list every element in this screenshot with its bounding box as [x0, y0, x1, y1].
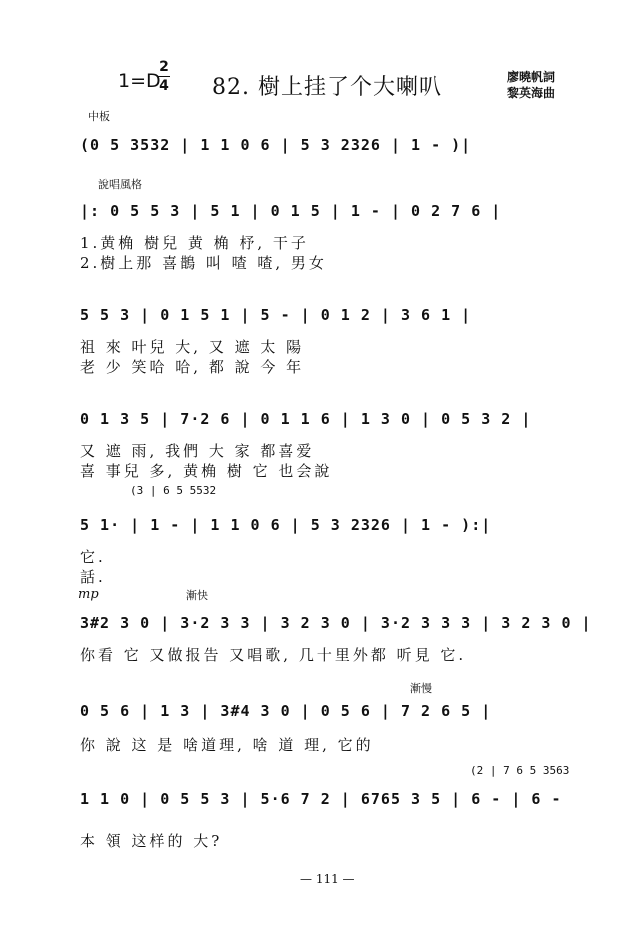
lyricist-credit: 廖曉帆詞	[507, 70, 556, 84]
rit-marking: 漸慢	[410, 682, 432, 695]
notation-line-5: 5 1· | 1 - | 1 1 0 6 | 5 3 2326 | 1 - ):|	[80, 516, 492, 534]
page-number: — 111 —	[300, 872, 355, 886]
lyric-line-7: 你 說 这 是 啥道理, 啥 道 理, 它的	[80, 736, 374, 754]
notation-line-3: 5 5 3 | 0 1 5 1 | 5 - | 0 1 2 | 3 6 1 |	[80, 306, 472, 324]
notation-line-2: |: 0 5 5 3 | 5 1 | 0 1 5 | 1 - | 0 2 7 6 |	[80, 202, 502, 220]
key-signature: 1=D	[118, 70, 161, 92]
lyric-line-3b: 老 少 笑哈 哈, 都 說 今 年	[80, 358, 305, 376]
tempo-marking: 中板	[88, 110, 110, 123]
pickup-notes-8: (2 | 7 6 5 3563	[470, 764, 570, 777]
lyric-line-3a: 祖 來 叶兒 大, 又 遮 太 陽	[80, 338, 305, 356]
lyric-line-4b: 喜 事兒 多, 黄桷 樹 它 也会說	[80, 462, 333, 480]
dynamic-marking: mp	[78, 587, 99, 602]
lyric-line-2a: 1.黄桷 樹兒 黄 桷 杼, 干子	[80, 234, 309, 252]
composer-credit: 黎英海曲	[507, 86, 556, 100]
notation-line-1: (0 5 3532 | 1 1 0 6 | 5 3 2326 | 1 - )|	[80, 136, 472, 154]
notation-line-8: 1 1 0 | 0 5 5 3 | 5·6 7 2 | 6765 3 5 | 6 - | 6 -	[80, 790, 562, 808]
time-signature: 2 4	[159, 59, 169, 94]
lyric-line-5a: 它.	[80, 548, 106, 566]
style-marking: 說唱風格	[98, 178, 142, 191]
song-title: 82. 樹上挂了个大喇叭	[212, 75, 442, 100]
notation-line-6: 3#2 3 0 | 3·2 3 3 | 3 2 3 0 | 3·2 3 3 3 | 3 2 3 0 |	[80, 614, 592, 632]
lyric-line-4a: 又 遮 雨, 我們 大 家 都喜爱	[80, 442, 315, 460]
notation-line-7: 0 5 6 | 1 3 | 3#4 3 0 | 0 5 6 | 7 2 6 5 |	[80, 702, 492, 720]
notation-line-4: 0 1 3 5 | 7·2 6 | 0 1 1 6 | 1 3 0 | 0 5 3 2 |	[80, 410, 532, 428]
accel-marking: 漸快	[186, 589, 208, 602]
lyric-line-2b: 2.樹上那 喜鵲 叫 喳 喳, 男女	[80, 254, 327, 272]
lyric-line-5b: 話.	[80, 568, 106, 586]
pickup-notes-5: (3 | 6 5 5532	[130, 484, 217, 497]
lyric-line-8: 本 領 这样的 大?	[80, 832, 223, 850]
lyric-line-6: 你看 它 又做报告 又唱歌, 几十里外都 听見 它.	[80, 646, 467, 664]
